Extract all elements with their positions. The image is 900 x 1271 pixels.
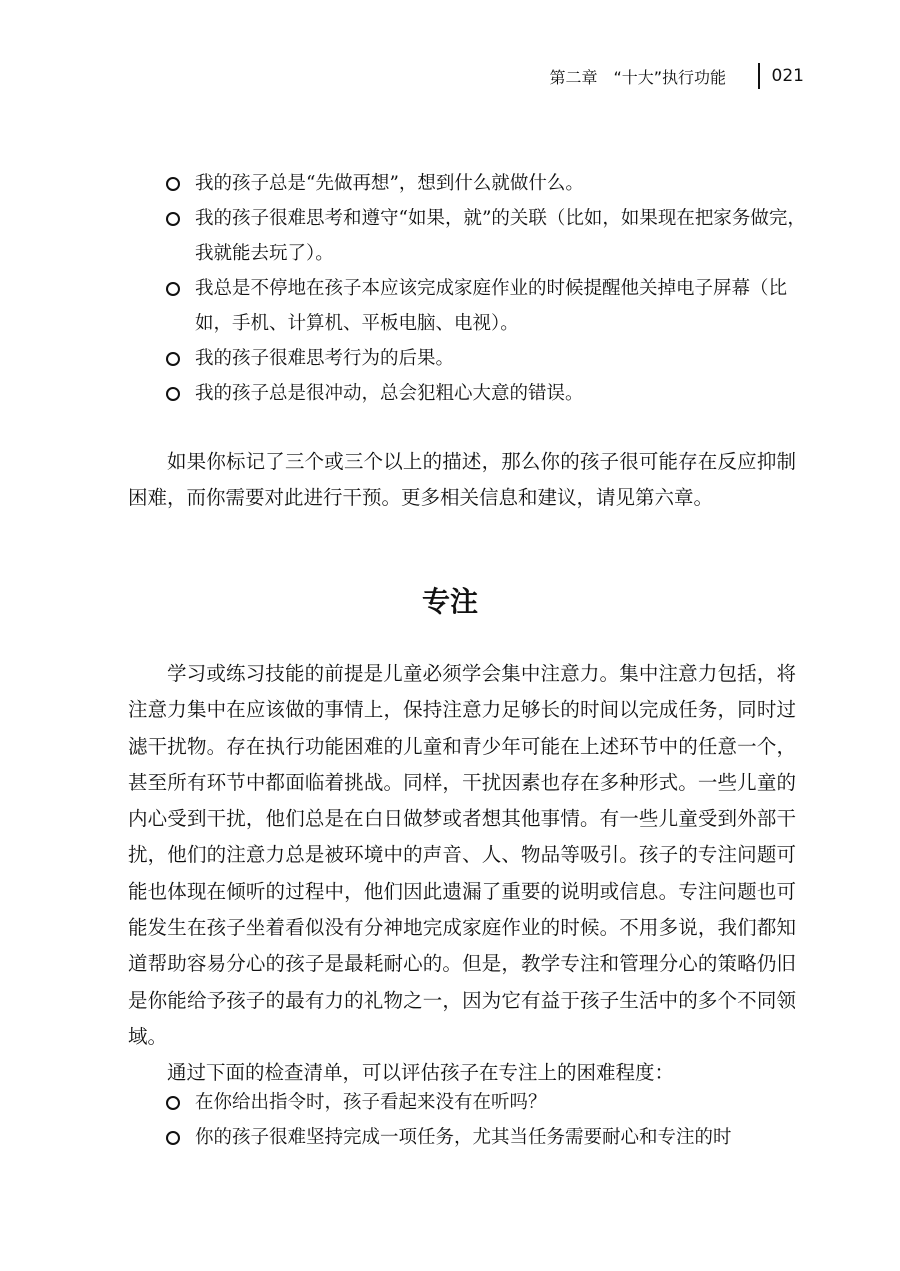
checklist-item [166, 166, 806, 201]
checklist-inhibition [166, 166, 806, 411]
checklist-item-text: 我的孩子很难思考和遵守“如果，就”的关联（比如，如果现在把家务做完，我就能去玩了）。 [195, 208, 806, 264]
running-header [549, 63, 804, 89]
checklist-item [166, 1120, 806, 1155]
checklist-item-text: 在你给出指令时，孩子看起来没有在听吗？ [195, 1092, 547, 1113]
page-number: 021 [771, 66, 804, 86]
checklist-item-text: 我的孩子很难思考行为的后果。 [195, 348, 455, 369]
checkbox-circle-icon [166, 1096, 180, 1110]
checkbox-circle-icon [166, 212, 180, 226]
checkbox-circle-icon [166, 352, 180, 366]
checklist-item-text: 我的孩子总是很冲动，总会犯粗心大意的错误。 [195, 383, 584, 404]
checklist-item [166, 341, 806, 376]
header-divider [758, 63, 760, 89]
checklist-item [166, 376, 806, 411]
paragraph-focus-intro: 学习或练习技能的前提是儿童必须学会集中注意力。集中注意力包括，将注意力集中在应该做的事情上，保持注意力足够长的时间以完成任务，同时过滤干扰物。存在执行功能困难的儿童和青少年可能在上述环节中的任意一个，甚至所有环节中都面临着挑战。同样，干扰因素也存在多种形式。一些儿童的内心受到干扰，他们总是在白日做梦或者想其他事情。有一些儿童受到外部干扰，他们的注意力总是被环境中的声音、人、物品等吸引。孩子的专注问题可能也体现在倾听的过程中，他们因此遗漏了重要的说明或信息。专注问题也可能发生在孩子坐着看似没有分神地完成家庭作业的时候。不用多说，我们都知道帮助容易分心的孩子是最耗耐心的。但是，教学专注和管理分心的策略仍旧是你能给予孩子的最有力的礼物之一，因为它有益于孩子生活中的多个不同领域。 [128, 662, 796, 1048]
conclusion-text: 如果你标记了三个或三个以上的描述，那么你的孩子很可能存在反应抑制困难，而你需要对此进行干预。更多相关信息和建议，请见第六章。 [128, 450, 796, 510]
checkbox-circle-icon [166, 387, 180, 401]
conclusion-paragraph [128, 444, 796, 517]
chapter-title: 第二章 “十大”执行功能 [549, 67, 727, 87]
paragraph-checklist-intro: 通过下面的检查清单，可以评估孩子在专注上的困难程度： [167, 1061, 675, 1085]
checklist-item-text: 你的孩子很难坚持完成一项任务，尤其当任务需要耐心和专注的时 [195, 1127, 732, 1148]
focus-body [128, 656, 796, 1092]
checklist-focus [166, 1085, 806, 1155]
checklist-item-text: 我总是不停地在孩子本应该完成家庭作业的时候提醒他关掉电子屏幕（比如，手机、计算机、平板电脑、电视）。 [195, 278, 788, 334]
section-title: 专注 [421, 585, 478, 618]
checklist-item [166, 271, 806, 341]
checklist-item [166, 1085, 806, 1120]
checklist-item-text: 我的孩子总是“先做再想”，想到什么就做什么。 [195, 173, 584, 194]
checkbox-circle-icon [166, 177, 180, 191]
checklist-item [166, 201, 806, 271]
checkbox-circle-icon [166, 282, 180, 296]
checkbox-circle-icon [166, 1131, 180, 1145]
